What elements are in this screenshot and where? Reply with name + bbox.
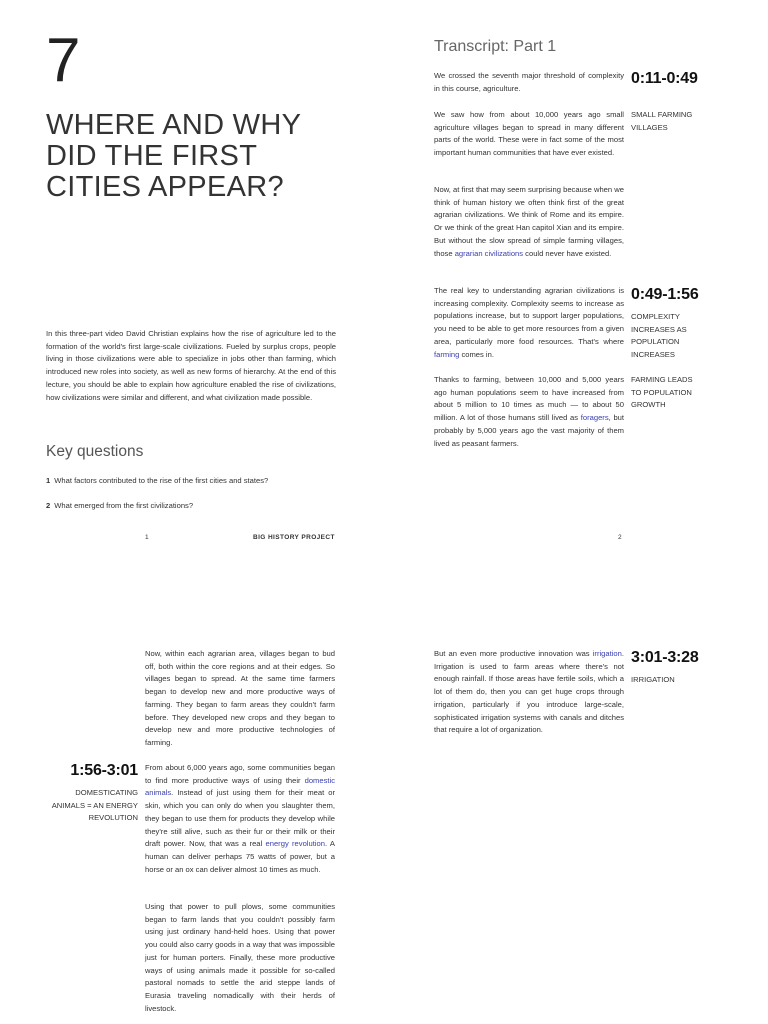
tag-line: INCREASES AS [631,324,687,334]
transcript-paragraph: We saw how from about 10,000 years ago small agriculture villages began to spread in many different parts of the world. These were in fact some of the most important human communities that have ever existed. [434,110,624,158]
transcript-paragraph [145,762,335,876]
key-question [46,476,268,485]
tag-line: VILLAGES [631,122,668,132]
transcript-paragraph: We crossed the seventh major threshold of complexity in this course, agriculture. [434,71,624,93]
text-run: The real key to understanding agrarian civilizations is increasing complexity. Complexity seems to increase as populations increase, but to support larger populations, you need to be able to get more resources from a given area, particularly more food resources. That's where [434,286,624,346]
tag-line: IRRIGATION [631,675,675,684]
key-questions-heading: Key questions [46,443,144,460]
text-run: . Instead of just using them for their meat or skin, which you can only do when you slaughter them, they began to use them for products they develop while they're still alive, such as their fur or their milk or their draft power. Now, that was a real [145,788,335,849]
transcript-heading: Transcript: Part 1 [434,38,557,55]
glossary-term[interactable]: irrigation [592,649,622,658]
transcript-paragraph [434,648,624,737]
tag-line: GROWTH [631,400,666,410]
intro-paragraph: In this three-part video David Christian explains how the rise of agriculture led to the formation of the world's first large-scale civilizations. Fueled by surplus crops, people living in those civilizations were able to specialize in jobs other than farming, which introduced new roles into society, as well as new forms of hierarchy. At the end of this lecture, you should be able to explain how agriculture enabled the rise of civilizations, how civilizations were similar and different, and what civilization made possible. [46,329,336,402]
question-text: What emerged from the first civilizations? [54,501,194,510]
text-run: Now, at first that may seem surprising because when we think of human history we often think first of the great agrarian civilizations. We think of Rome and its empire. Or we think of the great Han capitol Xian and its empire. But without the slow spread of simple farming villages, those [434,185,624,258]
transcript-paragraph: Using that power to pull plows, some communities began to farm lands that you couldn't possibly farm using just ordinary hand-held hoes. Using that power you could also carry goods in a way that was impossible just for human porters. Finally, these more productive ways of using animals made it possible for so-called pastoral nomads to settle the arid steppe lands of Eurasia traveling nomadically with their herds of livestock. [145,902,335,1013]
glossary-term[interactable]: foragers [580,413,609,423]
text-run: Thanks to farming, between 10,000 and 5,000 years ago human populations seem to have increased from about 5 million to 10 times as much — to about 50 million. A lot of those humans still lived as [434,375,624,423]
timestamp: 3:01-3:28 [631,649,699,666]
footer-brand: BIG HISTORY PROJECT [253,534,335,541]
text-run: comes in. [459,349,494,359]
glossary-term[interactable]: farming [434,349,460,359]
text-run: . Irrigation is used to farm areas where there's not enough rainfall. If those areas have fertile soils, which a lot of them do, then you can get huge crops through irrigation, particularly if you introduce large-scale, sophisticated irrigation systems with canals and ditches that require a lot of organization. [434,649,624,735]
question-number: 1 [46,476,51,485]
text-run: , but probably by 5,000 years ago the vast majority of them lived as peasant farmers. [434,413,624,448]
tag-line: POPULATION [631,337,680,347]
transcript-paragraph: Now, within each agrarian area, villages began to bud off, both within the core regions and at their edges. So villages began to spread. At the same time farmers began to develop new and more productive ways of farming. They began to farm areas they couldn't farm before. They developed new crops and they began to develop new and more productive technologies of farming. [145,649,335,747]
chapter-title [46,110,346,203]
tag-line: FARMING LEADS [631,375,693,384]
chapter-number: 7 [46,26,81,95]
tag-line: COMPLEXITY [631,312,680,321]
question-text: What factors contributed to the rise of the first cities and states? [54,476,269,485]
section-tag [631,109,731,134]
timestamp: 0:49-1:56 [631,286,699,303]
transcript-paragraph [434,285,624,361]
question-number: 2 [46,501,51,510]
text-run: From about 6,000 years ago, some communities began to find more productive ways of using their [145,763,335,785]
section-tag [631,311,731,362]
transcript-paragraph [434,184,624,260]
section-tag [28,787,138,825]
tag-line: TO POPULATION [631,387,692,397]
title-line: DID THE FIRST [46,140,258,172]
tag-line: ANIMALS = AN ENERGY [51,800,138,810]
tag-line: INCREASES [631,350,675,360]
section-tag [631,674,731,687]
tag-line: REVOLUTION [88,813,138,823]
section-tag [631,374,731,412]
tag-line: SMALL FARMING [631,110,693,119]
title-line: CITIES APPEAR? [46,171,284,203]
title-line: WHERE AND WHY [46,109,302,141]
tag-line: DOMESTICATING [75,788,138,797]
transcript-paragraph [434,374,624,450]
key-question [46,501,193,510]
glossary-term[interactable]: domestic animals [145,775,335,798]
glossary-term[interactable]: energy revolution [265,839,325,849]
text-run: . A human can deliver perhaps 75 watts of power, but a horse or an ox can deliver almost 10 times as much. [145,839,335,874]
glossary-term[interactable]: agrarian civilizations [454,248,524,258]
timestamp: 1:56-3:01 [70,762,138,779]
text-run: But an even more productive innovation was [434,649,593,658]
text-run: could never have existed. [523,248,612,258]
page-number: 1 [145,534,149,541]
timestamp: 0:11-0:49 [631,70,698,87]
page-number: 2 [618,534,622,541]
